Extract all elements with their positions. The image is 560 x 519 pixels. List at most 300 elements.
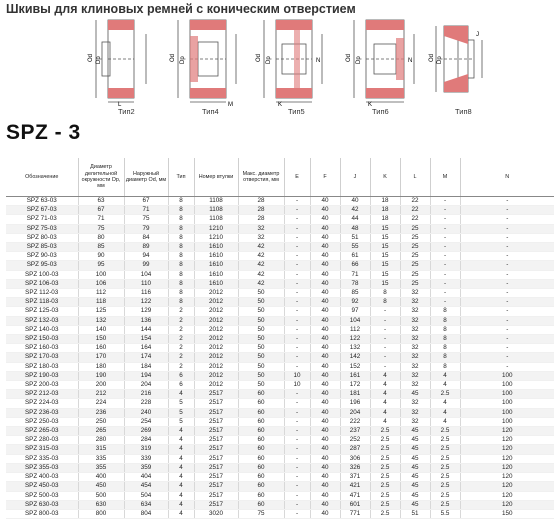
table-cell: 32 [400,289,430,298]
table-cell: 252 [340,436,370,445]
table-cell: 40 [310,473,340,482]
table-cell: - [284,362,310,371]
table-cell: 50 [238,289,284,298]
table-cell: 120 [460,482,554,491]
table-row [6,509,554,518]
table-cell: 204 [340,408,370,417]
table-cell: 4 [370,371,400,380]
table-cell: 89 [124,243,168,252]
table-cell: 45 [400,436,430,445]
table-cell: 4 [168,390,194,399]
table-cell: 250 [78,417,124,426]
table-row [6,252,554,261]
table-cell: 40 [310,454,340,463]
table-cell: SPZ 250-03 [6,417,78,426]
table-cell: 120 [460,473,554,482]
table-cell: 45 [400,500,430,509]
table-cell: 8 [168,289,194,298]
table-cell: 2 [168,335,194,344]
table-cell: 51 [400,509,430,518]
table-cell: 287 [340,445,370,454]
n-label: N [408,58,413,64]
table-cell: 8 [168,298,194,307]
table-cell: 2.5 [370,445,400,454]
table-cell: - [460,316,554,325]
table-cell: 50 [238,316,284,325]
table-cell: 40 [310,233,340,242]
table-row [6,298,554,307]
table-cell: 1610 [194,261,238,270]
table-cell: SPZ 224-03 [6,399,78,408]
table-cell: 2.5 [430,500,460,509]
table-cell: - [284,316,310,325]
table-cell: SPZ 280-03 [6,436,78,445]
table-cell: 4 [168,427,194,436]
table-cell: 184 [124,362,168,371]
table-cell: 25 [400,243,430,252]
table-cell: 42 [238,270,284,279]
table-cell: 25 [400,279,430,288]
table-cell: 326 [340,463,370,472]
table-cell: - [430,252,460,261]
table-cell: 136 [124,316,168,325]
column-header: M [430,158,460,197]
table-cell: 40 [310,427,340,436]
table-cell: 79 [124,224,168,233]
table-cell: - [460,325,554,334]
table-cell: 1610 [194,279,238,288]
table-cell: 450 [78,482,124,491]
column-header: Обозначение [6,158,78,197]
table-cell: - [284,344,310,353]
table-cell: - [284,509,310,518]
table-cell: - [460,289,554,298]
table-cell: 32 [400,399,430,408]
table-cell: - [284,417,310,426]
table-cell: SPZ 125-03 [6,307,78,316]
table-cell: 48 [340,224,370,233]
table-cell: 15 [370,270,400,279]
table-cell: - [430,261,460,270]
table-cell: 254 [124,417,168,426]
column-header: Диаметр делительной окружности Dp, мм [78,158,124,197]
table-row [6,408,554,417]
column-header: K [370,158,400,197]
dp-label: Dp [180,56,186,64]
table-cell: 601 [340,500,370,509]
table-cell: 40 [310,325,340,334]
table-cell: 421 [340,482,370,491]
table-cell: 2012 [194,289,238,298]
table-cell: 132 [340,344,370,353]
table-cell: - [430,289,460,298]
table-row [6,353,554,362]
table-cell: 45 [400,463,430,472]
table-cell: 4 [430,408,460,417]
type-label-8: Тип8 [455,107,472,116]
table-cell: 40 [310,362,340,371]
table-cell: 104 [340,316,370,325]
table-cell: - [284,335,310,344]
table-cell: 8 [168,197,194,206]
table-cell: 67 [124,197,168,206]
table-cell: 32 [238,224,284,233]
table-row [6,215,554,224]
table-cell: 84 [124,233,168,242]
table-cell: 55 [340,243,370,252]
table-cell: 2.5 [430,436,460,445]
table-cell: 800 [78,509,124,518]
table-cell: 5 [168,399,194,408]
table-cell: 8 [168,270,194,279]
table-row [6,335,554,344]
table-cell: 2 [168,325,194,334]
table-cell: SPZ 100-03 [6,270,78,279]
table-cell: 212 [78,390,124,399]
dp-label: Dp [437,56,443,64]
table-cell: 15 [370,261,400,270]
table-cell: 50 [238,353,284,362]
table-cell: 60 [238,454,284,463]
table-cell: - [284,243,310,252]
table-cell: 164 [124,344,168,353]
table-cell: SPZ 132-03 [6,316,78,325]
table-cell: SPZ 265-03 [6,427,78,436]
table-cell: 2012 [194,316,238,325]
table-cell: - [284,307,310,316]
table-cell: - [460,362,554,371]
table-cell: 174 [124,353,168,362]
table-cell: - [284,197,310,206]
table-cell: 85 [78,243,124,252]
table-cell: 40 [310,353,340,362]
table-cell: 15 [370,252,400,261]
table-cell: 236 [78,408,124,417]
table-cell: 8 [168,215,194,224]
table-cell: 40 [310,243,340,252]
table-cell: 71 [340,270,370,279]
table-header-row [6,158,554,197]
dp-label: Dp [266,56,272,64]
table-cell: - [460,243,554,252]
table-cell: 2.5 [370,473,400,482]
table-cell: 2012 [194,298,238,307]
type-label-5: Тип5 [288,107,305,116]
table-cell: - [370,353,400,362]
table-cell: 4 [168,509,194,518]
column-header: Номер втулки [194,158,238,197]
table-cell: 152 [340,362,370,371]
table-cell: 5.5 [430,509,460,518]
table-cell: 400 [78,473,124,482]
table-cell: 140 [78,325,124,334]
table-cell: SPZ 335-03 [6,454,78,463]
table-cell: 15 [370,224,400,233]
table-cell: SPZ 400-03 [6,473,78,482]
table-cell: 8 [168,252,194,261]
table-cell: - [460,298,554,307]
table-cell: - [284,224,310,233]
table-cell: 104 [124,270,168,279]
table-cell: 2517 [194,445,238,454]
table-cell: SPZ 85-03 [6,243,78,252]
table-cell: 25 [400,270,430,279]
table-cell: 32 [400,362,430,371]
table-cell: 75 [124,215,168,224]
table-cell: 32 [400,417,430,426]
table-cell: - [430,270,460,279]
table-cell: 15 [370,233,400,242]
table-row [6,261,554,270]
pulley-type-4-diagram [168,14,252,106]
table-cell: 85 [340,289,370,298]
table-cell: 265 [78,427,124,436]
table-cell: 100 [460,408,554,417]
table-cell: 40 [310,417,340,426]
table-cell: 2012 [194,325,238,334]
table-cell: 50 [238,298,284,307]
table-cell: SPZ 170-03 [6,353,78,362]
table-cell: - [284,325,310,334]
table-cell: 2517 [194,482,238,491]
table-cell: 2517 [194,500,238,509]
page-title: Шкивы для клиновых ремней с коническим отверстием [6,2,356,16]
table-cell: 1108 [194,197,238,206]
table-cell: SPZ 160-03 [6,344,78,353]
table-cell: 4 [430,371,460,380]
table-cell: 1610 [194,270,238,279]
type-label-6: Тип6 [372,107,389,116]
type-label-4: Тип4 [202,107,219,116]
table-cell: 60 [238,473,284,482]
table-cell: 2.5 [370,482,400,491]
table-cell: - [284,289,310,298]
table-cell: 4 [370,408,400,417]
table-cell: 100 [460,381,554,390]
table-cell: 194 [124,371,168,380]
table-cell: 18 [370,206,400,215]
model-heading: SPZ - 3 [6,121,81,144]
table-cell: 40 [310,408,340,417]
table-cell: 8 [430,316,460,325]
table-cell: - [370,307,400,316]
table-cell: 8 [430,307,460,316]
n-label: N [316,58,321,64]
od-label: Od [346,53,352,62]
table-body [6,197,554,519]
table-cell: 122 [340,335,370,344]
table-cell: 4 [430,399,460,408]
table-cell: 284 [124,436,168,445]
table-cell: 97 [340,307,370,316]
table-cell: - [284,454,310,463]
table-cell: 2.5 [370,491,400,500]
table-cell: 40 [310,371,340,380]
table-cell: 78 [340,279,370,288]
table-cell: SPZ 90-03 [6,252,78,261]
table-cell: 269 [124,427,168,436]
table-cell: 99 [124,261,168,270]
table-row [6,316,554,325]
table-cell: SPZ 190-03 [6,371,78,380]
table-cell: 18 [370,215,400,224]
table-cell: - [284,500,310,509]
column-header: Тип [168,158,194,197]
table-cell: 150 [460,509,554,518]
table-cell: 40 [310,279,340,288]
table-cell: - [284,491,310,500]
table-cell: SPZ 150-03 [6,335,78,344]
column-header: N [460,158,554,197]
spec-table-wrapper [6,158,554,519]
table-cell: 8 [370,298,400,307]
table-cell: 40 [310,445,340,454]
table-cell: 40 [310,344,340,353]
table-cell: 32 [238,233,284,242]
table-cell: 4 [168,500,194,509]
table-cell: - [284,298,310,307]
table-cell: 2012 [194,381,238,390]
table-cell: - [460,206,554,215]
table-cell: - [284,390,310,399]
table-cell: 32 [400,381,430,390]
table-cell: 100 [78,270,124,279]
table-row [6,197,554,206]
table-cell: 40 [310,298,340,307]
table-cell: 2517 [194,463,238,472]
table-cell: 40 [310,509,340,518]
table-cell: 2517 [194,399,238,408]
table-cell: SPZ 63-03 [6,197,78,206]
table-cell: - [460,335,554,344]
table-cell: 8 [168,206,194,215]
table-cell: 371 [340,473,370,482]
table-cell: 32 [400,353,430,362]
table-cell: 2 [168,307,194,316]
table-cell: 4 [370,381,400,390]
table-cell: 32 [400,325,430,334]
table-cell: 2012 [194,335,238,344]
table-cell: 50 [238,344,284,353]
table-cell: 4 [168,463,194,472]
table-cell: 32 [400,344,430,353]
m-label: M [228,102,233,106]
dp-label: Dp [356,56,362,64]
table-cell: 10 [284,381,310,390]
table-cell: 42 [238,279,284,288]
table-cell: 8 [430,353,460,362]
table-row [6,325,554,334]
table-cell: 22 [400,197,430,206]
table-cell: SPZ 800-03 [6,509,78,518]
table-cell: 40 [310,206,340,215]
table-cell: 40 [310,316,340,325]
table-cell: 25 [400,261,430,270]
column-header: Наружный диаметр Od, мм [124,158,168,197]
table-cell: 8 [430,362,460,371]
table-cell: 2.5 [430,445,460,454]
table-cell: - [430,197,460,206]
table-cell: 2.5 [430,482,460,491]
table-cell: 280 [78,436,124,445]
table-cell: 51 [340,233,370,242]
table-cell: 500 [78,491,124,500]
table-cell: 15 [370,279,400,288]
table-cell: 75 [238,509,284,518]
table-cell: 404 [124,473,168,482]
table-cell: - [430,279,460,288]
table-cell: 45 [400,473,430,482]
table-cell: 45 [400,454,430,463]
table-cell: 471 [340,491,370,500]
table-cell: 22 [400,206,430,215]
table-cell: 1610 [194,243,238,252]
table-cell: 132 [78,316,124,325]
table-cell: 216 [124,390,168,399]
table-cell: 224 [78,399,124,408]
table-cell: 355 [78,463,124,472]
table-row [6,344,554,353]
table-cell: 142 [340,353,370,362]
table-cell: - [284,233,310,242]
table-cell: 4 [430,417,460,426]
table-cell: 40 [310,289,340,298]
table-cell: 2.5 [370,427,400,436]
table-cell: 42 [238,252,284,261]
table-cell: 28 [238,197,284,206]
table-cell: 60 [238,500,284,509]
table-cell: 154 [124,335,168,344]
table-cell: 237 [340,427,370,436]
table-cell: 181 [340,390,370,399]
table-cell: 45 [400,482,430,491]
table-cell: 8 [168,243,194,252]
table-row [6,270,554,279]
table-cell: 50 [238,362,284,371]
table-row [6,463,554,472]
table-cell: 25 [400,252,430,261]
table-cell: 32 [400,335,430,344]
table-row [6,482,554,491]
table-cell: 2012 [194,344,238,353]
table-cell: 339 [124,454,168,463]
table-cell: 2.5 [430,390,460,399]
table-cell: - [370,325,400,334]
table-cell: 2.5 [430,473,460,482]
table-cell: - [370,316,400,325]
table-cell: 180 [78,362,124,371]
table-cell: SPZ 106-03 [6,279,78,288]
table-cell: 40 [310,491,340,500]
table-cell: 504 [124,491,168,500]
table-row [6,243,554,252]
table-cell: 112 [340,325,370,334]
table-cell: 315 [78,445,124,454]
table-cell: 8 [430,325,460,334]
table-cell: 112 [78,289,124,298]
table-cell: 129 [124,307,168,316]
table-cell: 32 [400,408,430,417]
table-cell: 4 [168,491,194,500]
table-cell: 2517 [194,436,238,445]
table-cell: 120 [460,427,554,436]
table-cell: 2012 [194,353,238,362]
l-label: L [118,102,122,106]
table-cell: 3020 [194,509,238,518]
table-row [6,206,554,215]
table-cell: 630 [78,500,124,509]
table-cell: 100 [460,399,554,408]
